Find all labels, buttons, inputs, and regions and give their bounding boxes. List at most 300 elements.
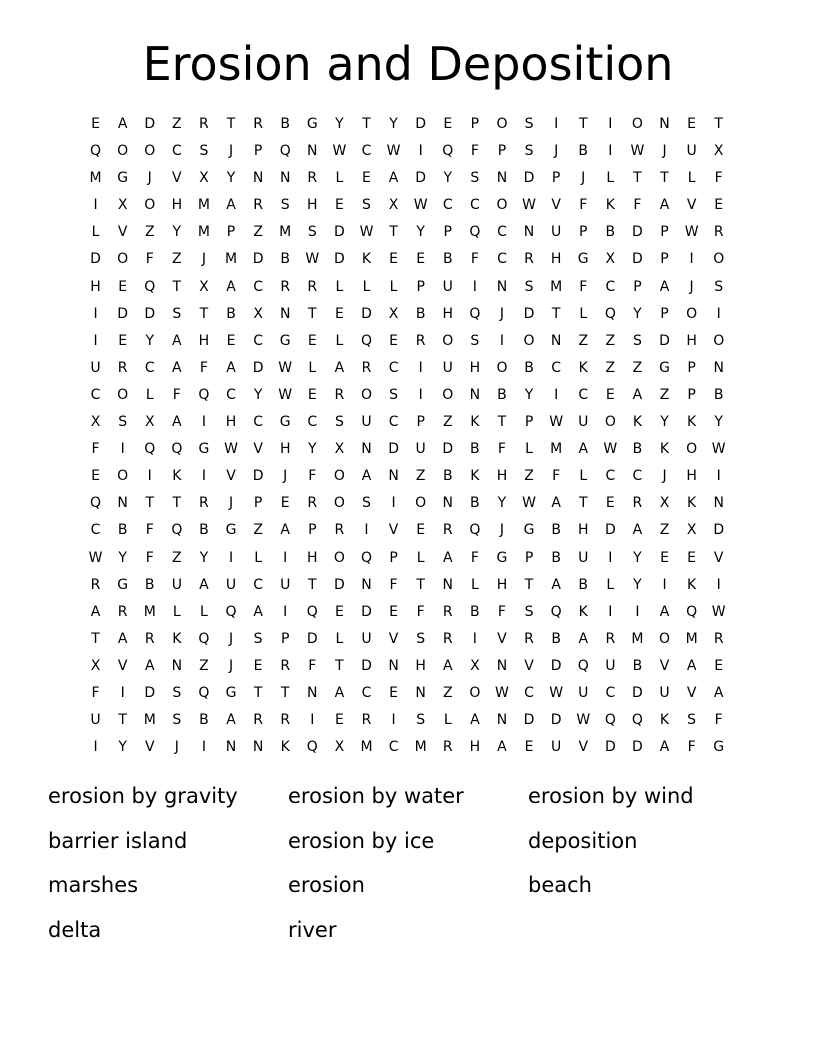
grid-letter[interactable]: I bbox=[391, 712, 396, 729]
grid-letter[interactable]: G bbox=[523, 522, 535, 539]
grid-letter[interactable]: Y bbox=[633, 305, 642, 322]
grid-letter[interactable]: W bbox=[522, 197, 536, 214]
grid-letter[interactable]: R bbox=[605, 630, 616, 647]
grid-letter[interactable]: W bbox=[278, 359, 293, 376]
grid-letter[interactable]: D bbox=[523, 170, 535, 187]
grid-letter[interactable]: R bbox=[334, 386, 345, 403]
grid-letter[interactable]: Q bbox=[306, 739, 318, 756]
grid-letter[interactable]: Y bbox=[145, 332, 155, 349]
grid-letter[interactable]: V bbox=[686, 197, 697, 214]
grid-letter[interactable]: B bbox=[470, 603, 480, 620]
grid-letter[interactable]: X bbox=[253, 305, 263, 322]
grid-letter[interactable]: F bbox=[145, 251, 154, 268]
grid-letter[interactable]: S bbox=[470, 332, 480, 349]
grid-letter[interactable]: D bbox=[252, 359, 264, 376]
grid-letter[interactable]: S bbox=[362, 495, 371, 512]
grid-letter[interactable]: W bbox=[224, 441, 238, 458]
grid-letter[interactable]: Z bbox=[172, 549, 182, 566]
grid-letter[interactable]: P bbox=[497, 143, 507, 160]
grid-letter[interactable]: D bbox=[604, 739, 616, 756]
grid-letter[interactable]: W bbox=[359, 224, 374, 241]
grid-letter[interactable]: N bbox=[496, 657, 508, 674]
grid-letter[interactable]: R bbox=[280, 278, 291, 295]
grid-letter[interactable]: U bbox=[442, 359, 453, 376]
grid-letter[interactable]: Y bbox=[226, 170, 236, 187]
grid-letter[interactable]: D bbox=[550, 657, 562, 674]
grid-letter[interactable]: I bbox=[201, 739, 206, 756]
grid-letter[interactable]: B bbox=[226, 305, 236, 322]
grid-letter[interactable]: E bbox=[307, 332, 317, 349]
grid-letter[interactable]: T bbox=[416, 576, 425, 593]
grid-letter[interactable]: O bbox=[117, 251, 129, 268]
grid-letter[interactable]: K bbox=[172, 468, 182, 485]
grid-letter[interactable]: E bbox=[389, 603, 398, 620]
grid-letter[interactable]: E bbox=[389, 684, 398, 701]
grid-letter[interactable]: N bbox=[307, 684, 318, 701]
grid-letter[interactable]: J bbox=[147, 170, 152, 187]
grid-letter[interactable]: A bbox=[334, 684, 345, 701]
grid-letter[interactable]: A bbox=[199, 576, 209, 593]
grid-letter[interactable]: B bbox=[442, 251, 453, 268]
grid-letter[interactable]: H bbox=[686, 332, 697, 349]
grid-letter[interactable]: V bbox=[551, 197, 561, 214]
grid-letter[interactable]: O bbox=[713, 332, 725, 349]
grid-letter[interactable]: E bbox=[605, 386, 615, 403]
grid-letter[interactable]: W bbox=[495, 684, 509, 701]
grid-letter[interactable]: Y bbox=[497, 495, 507, 512]
grid-letter[interactable]: R bbox=[442, 630, 453, 647]
grid-letter[interactable]: P bbox=[660, 224, 669, 241]
grid-letter[interactable]: F bbox=[91, 684, 100, 701]
grid-letter[interactable]: G bbox=[225, 522, 237, 539]
grid-letter[interactable]: D bbox=[415, 170, 427, 187]
grid-letter[interactable]: X bbox=[334, 739, 345, 756]
grid-letter[interactable]: F bbox=[199, 359, 208, 376]
grid-letter[interactable]: F bbox=[91, 441, 100, 458]
grid-letter[interactable]: D bbox=[523, 305, 535, 322]
grid-letter[interactable]: W bbox=[549, 684, 564, 701]
grid-letter[interactable]: S bbox=[253, 630, 263, 647]
grid-letter[interactable]: J bbox=[662, 468, 667, 485]
grid-letter[interactable]: Z bbox=[442, 414, 453, 431]
grid-letter[interactable]: Y bbox=[633, 549, 642, 566]
grid-letter[interactable]: I bbox=[93, 197, 98, 214]
grid-letter[interactable]: A bbox=[361, 468, 372, 485]
grid-letter[interactable]: D bbox=[144, 305, 156, 322]
grid-letter[interactable]: I bbox=[391, 495, 396, 512]
grid-letter[interactable]: B bbox=[442, 468, 453, 485]
grid-letter[interactable]: R bbox=[361, 712, 372, 729]
grid-letter[interactable]: N bbox=[469, 386, 481, 403]
grid-letter[interactable]: Q bbox=[577, 657, 589, 674]
grid-letter[interactable]: D bbox=[523, 712, 535, 729]
grid-letter[interactable]: A bbox=[172, 332, 182, 349]
grid-letter[interactable]: X bbox=[686, 522, 697, 539]
grid-letter[interactable]: B bbox=[524, 359, 534, 376]
grid-letter[interactable]: Q bbox=[550, 603, 562, 620]
grid-letter[interactable]: R bbox=[253, 197, 263, 214]
grid-letter[interactable]: L bbox=[335, 170, 344, 187]
grid-letter[interactable]: O bbox=[117, 386, 129, 403]
grid-letter[interactable]: K bbox=[172, 630, 182, 647]
grid-letter[interactable]: N bbox=[442, 576, 453, 593]
grid-letter[interactable]: C bbox=[497, 251, 507, 268]
grid-letter[interactable]: C bbox=[253, 576, 263, 593]
grid-letter[interactable]: F bbox=[470, 549, 479, 566]
grid-letter[interactable]: A bbox=[551, 495, 561, 512]
grid-letter[interactable]: B bbox=[117, 522, 128, 539]
grid-letter[interactable]: O bbox=[686, 441, 698, 458]
grid-letter[interactable]: J bbox=[499, 522, 505, 539]
grid-letter[interactable]: S bbox=[362, 197, 371, 214]
grid-letter[interactable]: Z bbox=[442, 684, 453, 701]
grid-letter[interactable]: H bbox=[225, 414, 237, 431]
grid-letter[interactable]: Q bbox=[90, 143, 102, 160]
grid-letter[interactable]: F bbox=[687, 739, 696, 756]
grid-letter[interactable]: O bbox=[144, 197, 156, 214]
grid-letter[interactable]: R bbox=[280, 657, 291, 674]
grid-letter[interactable]: B bbox=[713, 386, 724, 403]
grid-letter[interactable]: A bbox=[442, 657, 453, 674]
grid-letter[interactable]: V bbox=[659, 657, 670, 674]
grid-letter[interactable]: E bbox=[362, 170, 371, 187]
grid-letter[interactable]: W bbox=[386, 143, 401, 160]
grid-letter[interactable]: D bbox=[415, 116, 427, 132]
grid-letter[interactable]: W bbox=[711, 603, 726, 620]
grid-letter[interactable]: X bbox=[388, 305, 399, 322]
grid-letter[interactable]: F bbox=[714, 712, 723, 729]
grid-letter[interactable]: S bbox=[687, 712, 697, 729]
grid-letter[interactable]: N bbox=[225, 739, 237, 756]
grid-letter[interactable]: C bbox=[605, 468, 616, 485]
grid-letter[interactable]: C bbox=[361, 684, 372, 701]
grid-letter[interactable]: R bbox=[361, 359, 372, 376]
grid-letter[interactable]: T bbox=[551, 305, 561, 322]
grid-letter[interactable]: V bbox=[686, 684, 697, 701]
grid-letter[interactable]: U bbox=[171, 576, 182, 593]
grid-letter[interactable]: T bbox=[172, 278, 182, 295]
grid-letter[interactable]: Q bbox=[198, 684, 210, 701]
grid-letter[interactable]: N bbox=[279, 305, 291, 322]
grid-letter[interactable]: S bbox=[524, 603, 534, 620]
grid-letter[interactable]: G bbox=[306, 116, 318, 132]
grid-letter[interactable]: U bbox=[578, 684, 589, 701]
grid-letter[interactable]: Z bbox=[578, 332, 589, 349]
grid-letter[interactable]: O bbox=[713, 251, 725, 268]
grid-letter[interactable]: N bbox=[361, 441, 372, 458]
grid-letter[interactable]: A bbox=[578, 441, 589, 458]
grid-letter[interactable]: T bbox=[308, 305, 317, 322]
grid-letter[interactable]: S bbox=[524, 278, 534, 295]
grid-letter[interactable]: V bbox=[713, 549, 724, 566]
grid-letter[interactable]: J bbox=[228, 657, 234, 674]
grid-letter[interactable]: T bbox=[524, 576, 534, 593]
grid-letter[interactable]: N bbox=[388, 468, 399, 485]
grid-letter[interactable]: C bbox=[632, 468, 643, 485]
grid-letter[interactable]: C bbox=[388, 359, 399, 376]
grid-letter[interactable]: E bbox=[118, 278, 128, 295]
grid-letter[interactable]: Y bbox=[389, 116, 398, 132]
grid-letter[interactable]: Y bbox=[633, 576, 642, 593]
grid-letter[interactable]: U bbox=[280, 576, 291, 593]
grid-letter[interactable]: I bbox=[93, 305, 98, 322]
grid-letter[interactable]: L bbox=[335, 278, 344, 295]
grid-letter[interactable]: V bbox=[253, 441, 263, 458]
grid-letter[interactable]: Y bbox=[118, 739, 127, 756]
grid-letter[interactable]: W bbox=[88, 549, 103, 566]
grid-letter[interactable]: X bbox=[605, 251, 616, 268]
grid-letter[interactable]: R bbox=[524, 251, 534, 268]
grid-letter[interactable]: A bbox=[226, 278, 236, 295]
grid-letter[interactable]: N bbox=[361, 576, 372, 593]
grid-letter[interactable]: B bbox=[632, 441, 643, 458]
grid-letter[interactable]: A bbox=[659, 739, 670, 756]
grid-letter[interactable]: A bbox=[226, 712, 236, 729]
grid-letter[interactable]: N bbox=[388, 657, 399, 674]
grid-letter[interactable]: H bbox=[171, 197, 183, 214]
grid-letter[interactable]: T bbox=[660, 170, 669, 187]
grid-letter[interactable]: S bbox=[389, 386, 399, 403]
grid-letter[interactable]: E bbox=[334, 197, 344, 214]
grid-letter[interactable]: C bbox=[388, 414, 399, 431]
grid-letter[interactable]: E bbox=[660, 549, 669, 566]
grid-letter[interactable]: Z bbox=[172, 251, 182, 268]
grid-letter[interactable]: E bbox=[416, 251, 426, 268]
grid-letter[interactable]: Z bbox=[199, 657, 209, 674]
grid-letter[interactable]: T bbox=[199, 305, 209, 322]
grid-letter[interactable]: O bbox=[659, 630, 671, 647]
grid-letter[interactable]: I bbox=[608, 116, 613, 132]
grid-letter[interactable]: I bbox=[716, 468, 721, 485]
grid-letter[interactable]: L bbox=[470, 576, 479, 593]
grid-letter[interactable]: Q bbox=[604, 305, 616, 322]
grid-letter[interactable]: U bbox=[551, 224, 562, 241]
grid-letter[interactable]: Z bbox=[253, 224, 263, 241]
grid-letter[interactable]: D bbox=[117, 305, 129, 322]
grid-letter[interactable]: C bbox=[551, 359, 562, 376]
grid-letter[interactable]: Q bbox=[469, 522, 481, 539]
grid-letter[interactable]: T bbox=[578, 116, 588, 132]
grid-letter[interactable]: F bbox=[172, 386, 181, 403]
grid-letter[interactable]: P bbox=[389, 549, 398, 566]
grid-letter[interactable]: U bbox=[90, 359, 101, 376]
grid-letter[interactable]: M bbox=[143, 603, 156, 620]
grid-letter[interactable]: N bbox=[252, 739, 264, 756]
grid-letter[interactable]: R bbox=[253, 712, 263, 729]
grid-letter[interactable]: L bbox=[606, 576, 615, 593]
grid-letter[interactable]: D bbox=[632, 251, 643, 268]
grid-letter[interactable]: E bbox=[253, 657, 263, 674]
grid-letter[interactable]: R bbox=[307, 170, 318, 187]
grid-letter[interactable]: T bbox=[226, 116, 236, 132]
grid-letter[interactable]: X bbox=[334, 441, 345, 458]
grid-letter[interactable]: G bbox=[659, 359, 670, 376]
grid-letter[interactable]: N bbox=[117, 495, 128, 512]
grid-letter[interactable]: X bbox=[199, 170, 209, 187]
grid-letter[interactable]: P bbox=[416, 414, 425, 431]
grid-letter[interactable]: Q bbox=[171, 441, 183, 458]
grid-letter[interactable]: K bbox=[687, 414, 697, 431]
grid-letter[interactable]: T bbox=[362, 116, 371, 132]
grid-letter[interactable]: A bbox=[632, 386, 643, 403]
grid-letter[interactable]: P bbox=[253, 143, 263, 160]
grid-letter[interactable]: K bbox=[659, 441, 670, 458]
grid-letter[interactable]: N bbox=[523, 224, 535, 241]
grid-letter[interactable]: A bbox=[470, 712, 480, 729]
grid-letter[interactable]: F bbox=[470, 143, 479, 160]
grid-letter[interactable]: L bbox=[579, 468, 588, 485]
grid-letter[interactable]: Q bbox=[360, 332, 372, 349]
grid-letter[interactable]: K bbox=[605, 197, 615, 214]
grid-letter[interactable]: D bbox=[713, 522, 725, 539]
grid-letter[interactable]: A bbox=[659, 197, 670, 214]
grid-letter[interactable]: R bbox=[442, 739, 453, 756]
grid-letter[interactable]: X bbox=[659, 495, 670, 512]
grid-letter[interactable]: S bbox=[334, 414, 344, 431]
grid-letter[interactable]: J bbox=[499, 305, 505, 322]
grid-letter[interactable]: C bbox=[307, 414, 318, 431]
grid-letter[interactable]: G bbox=[225, 684, 237, 701]
grid-letter[interactable]: K bbox=[470, 414, 480, 431]
grid-letter[interactable]: E bbox=[524, 739, 534, 756]
grid-letter[interactable]: X bbox=[713, 143, 724, 160]
grid-letter[interactable]: C bbox=[605, 684, 616, 701]
grid-letter[interactable]: X bbox=[144, 414, 155, 431]
grid-letter[interactable]: G bbox=[496, 549, 508, 566]
grid-letter[interactable]: Y bbox=[660, 414, 669, 431]
grid-letter[interactable]: B bbox=[199, 712, 209, 729]
grid-letter[interactable]: H bbox=[469, 739, 481, 756]
grid-letter[interactable]: O bbox=[333, 495, 345, 512]
grid-letter[interactable]: G bbox=[279, 332, 291, 349]
grid-letter[interactable]: Q bbox=[469, 224, 481, 241]
grid-letter[interactable]: T bbox=[118, 712, 127, 729]
grid-letter[interactable]: P bbox=[416, 278, 425, 295]
grid-letter[interactable]: D bbox=[90, 251, 101, 268]
grid-letter[interactable]: S bbox=[118, 414, 128, 431]
grid-letter[interactable]: I bbox=[635, 603, 640, 620]
grid-letter[interactable]: Z bbox=[605, 359, 616, 376]
grid-letter[interactable]: Y bbox=[118, 549, 127, 566]
grid-letter[interactable]: S bbox=[524, 143, 534, 160]
grid-letter[interactable]: E bbox=[91, 116, 100, 132]
grid-letter[interactable]: O bbox=[415, 495, 427, 512]
grid-letter[interactable]: D bbox=[388, 441, 399, 458]
grid-letter[interactable]: E bbox=[389, 251, 398, 268]
grid-letter[interactable]: N bbox=[171, 657, 183, 674]
grid-letter[interactable]: E bbox=[605, 495, 615, 512]
grid-letter[interactable]: Q bbox=[686, 603, 698, 620]
grid-letter[interactable]: O bbox=[496, 197, 508, 214]
grid-letter[interactable]: I bbox=[554, 116, 559, 132]
grid-letter[interactable]: H bbox=[496, 468, 508, 485]
grid-letter[interactable]: H bbox=[307, 197, 318, 214]
grid-letter[interactable]: C bbox=[605, 278, 616, 295]
grid-letter[interactable]: Y bbox=[172, 224, 182, 241]
grid-letter[interactable]: S bbox=[524, 116, 534, 132]
grid-letter[interactable]: Q bbox=[279, 143, 291, 160]
grid-letter[interactable]: Q bbox=[442, 143, 454, 160]
grid-letter[interactable]: T bbox=[389, 224, 398, 241]
grid-letter[interactable]: M bbox=[197, 224, 210, 241]
grid-letter[interactable]: L bbox=[362, 278, 371, 295]
grid-letter[interactable]: V bbox=[578, 739, 589, 756]
grid-letter[interactable]: S bbox=[172, 712, 182, 729]
grid-letter[interactable]: P bbox=[579, 224, 588, 241]
grid-letter[interactable]: N bbox=[713, 495, 724, 512]
grid-letter[interactable]: F bbox=[389, 576, 398, 593]
grid-letter[interactable]: N bbox=[659, 116, 670, 132]
grid-letter[interactable]: P bbox=[226, 224, 236, 241]
grid-letter[interactable]: I bbox=[472, 630, 477, 647]
grid-letter[interactable]: U bbox=[578, 549, 589, 566]
grid-letter[interactable]: M bbox=[360, 739, 373, 756]
grid-letter[interactable]: D bbox=[252, 468, 264, 485]
grid-letter[interactable]: E bbox=[389, 332, 398, 349]
grid-letter[interactable]: C bbox=[497, 224, 507, 241]
grid-letter[interactable]: T bbox=[145, 495, 155, 512]
grid-letter[interactable]: M bbox=[550, 278, 563, 295]
grid-letter[interactable]: Y bbox=[524, 386, 534, 403]
grid-letter[interactable]: C bbox=[524, 684, 534, 701]
grid-letter[interactable]: I bbox=[608, 143, 613, 160]
grid-letter[interactable]: G bbox=[198, 441, 210, 458]
grid-letter[interactable]: A bbox=[713, 684, 724, 701]
grid-letter[interactable]: T bbox=[280, 684, 290, 701]
grid-letter[interactable]: V bbox=[117, 224, 128, 241]
grid-letter[interactable]: W bbox=[603, 441, 618, 458]
grid-letter[interactable]: B bbox=[280, 251, 290, 268]
grid-letter[interactable]: T bbox=[497, 414, 507, 431]
grid-letter[interactable]: F bbox=[416, 603, 425, 620]
grid-letter[interactable]: A bbox=[172, 414, 182, 431]
grid-letter[interactable]: T bbox=[633, 170, 642, 187]
grid-letter[interactable]: Y bbox=[416, 224, 425, 241]
grid-letter[interactable]: F bbox=[552, 468, 561, 485]
grid-letter[interactable]: L bbox=[579, 305, 588, 322]
grid-letter[interactable]: S bbox=[199, 143, 209, 160]
grid-letter[interactable]: K bbox=[470, 468, 480, 485]
grid-letter[interactable]: X bbox=[117, 197, 128, 214]
grid-letter[interactable]: I bbox=[716, 576, 721, 593]
grid-letter[interactable]: U bbox=[442, 278, 453, 295]
grid-letter[interactable]: K bbox=[578, 359, 588, 376]
grid-letter[interactable]: R bbox=[415, 332, 426, 349]
grid-letter[interactable]: O bbox=[333, 549, 345, 566]
grid-letter[interactable]: V bbox=[117, 657, 128, 674]
grid-letter[interactable]: W bbox=[549, 414, 564, 431]
grid-letter[interactable]: B bbox=[280, 116, 290, 132]
grid-letter[interactable]: Y bbox=[443, 170, 453, 187]
grid-letter[interactable]: Y bbox=[199, 549, 209, 566]
grid-letter[interactable]: N bbox=[252, 170, 264, 187]
grid-letter[interactable]: H bbox=[469, 359, 481, 376]
grid-letter[interactable]: O bbox=[117, 468, 129, 485]
grid-letter[interactable]: J bbox=[228, 495, 234, 512]
grid-letter[interactable]: U bbox=[90, 712, 101, 729]
grid-letter[interactable]: B bbox=[578, 576, 589, 593]
grid-letter[interactable]: B bbox=[415, 305, 426, 322]
grid-letter[interactable]: V bbox=[524, 657, 534, 674]
grid-letter[interactable]: E bbox=[226, 332, 236, 349]
grid-letter[interactable]: L bbox=[145, 386, 154, 403]
grid-letter[interactable]: Q bbox=[604, 712, 616, 729]
grid-letter[interactable]: K bbox=[361, 251, 372, 268]
grid-letter[interactable]: W bbox=[332, 143, 347, 160]
grid-letter[interactable]: B bbox=[144, 576, 155, 593]
grid-letter[interactable]: Z bbox=[632, 359, 643, 376]
grid-letter[interactable]: B bbox=[578, 143, 589, 160]
